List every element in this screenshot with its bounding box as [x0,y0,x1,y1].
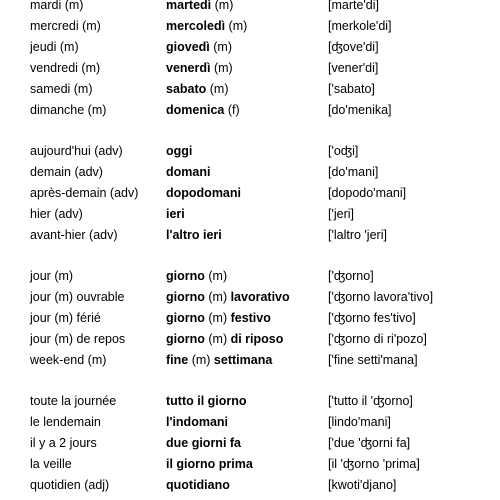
italian-term [166,0,233,16]
italian-term [166,79,229,100]
vocab-row [0,412,500,433]
french-term: après-demain (adv) [30,186,139,200]
pronunciation: [dopodo'mani] [328,186,407,200]
vocab-row [0,287,500,308]
italian-word: giorno [166,290,205,304]
french-term: jeudi (m) [30,40,79,54]
french-term: samedi (m) [30,82,93,96]
gender-marker: (m) [211,0,234,12]
pronunciation: [lindo'mani] [328,415,391,429]
french-term: la veille [30,457,72,471]
vocab-row [0,16,500,37]
french-term: aujourd'hui (adv) [30,144,123,158]
italian-word: giorno [166,311,205,325]
french-term: toute la journée [30,394,117,408]
pronunciation: [il 'ʤorno 'prima] [328,457,420,471]
italian-word: martedì [166,0,212,12]
french-term: hier (adv) [30,207,83,221]
french-term: le lendemain [30,415,101,429]
italian-word: giorno [166,332,205,346]
italian-word: l'indomani [166,415,228,429]
italian-term [166,308,271,329]
italian-term [166,287,290,308]
french-term: jour (m) ouvrable [30,290,125,304]
vocab-row [0,329,500,350]
vocab-row [0,433,500,454]
pronunciation: ['ʤorno lavora'tivo] [328,290,434,304]
gender-marker: (m) [204,290,231,304]
italian-word: di riposo [230,332,284,346]
italian-word: tutto il giorno [166,394,247,408]
pronunciation: ['laltro 'jeri] [328,228,387,242]
italian-word: ieri [166,207,185,221]
french-term: jour (m) [30,269,74,283]
italian-term [166,329,283,350]
pronunciation: ['jeri] [328,207,355,221]
french-term: vendredi (m) [30,61,101,75]
italian-term [166,433,241,454]
italian-term [166,454,253,475]
french-term: jour (m) férié [30,311,101,325]
italian-term [166,266,227,287]
italian-word: giovedì [166,40,210,54]
gender-marker: (m) [204,311,231,325]
pronunciation: ['tutto il 'ʤorno] [328,394,413,408]
italian-word: domani [166,165,211,179]
italian-word: festivo [230,311,271,325]
pronunciation: [kwoti'djano] [328,478,397,492]
vocab-row [0,79,500,100]
french-term: il y a 2 jours [30,436,97,450]
italian-term [166,412,228,433]
italian-term [166,350,272,371]
italian-word: settimana [213,353,273,367]
italian-word: dopodomani [166,186,241,200]
vocab-row [0,454,500,475]
pronunciation: ['oʤi] [328,144,359,158]
french-term: avant-hier (adv) [30,228,118,242]
vocab-row [0,141,500,162]
group-spacer [0,246,500,266]
italian-word: giorno [166,269,205,283]
vocab-row [0,162,500,183]
italian-term [166,100,240,121]
group-spacer [0,121,500,141]
french-term: mardi (m) [30,0,84,12]
french-term: dimanche (m) [30,103,107,117]
french-term: demain (adv) [30,165,103,179]
french-term: jour (m) de repos [30,332,126,346]
gender-marker: (m) [209,40,232,54]
italian-term [166,183,241,204]
italian-word: mercoledì [166,19,226,33]
pronunciation: [do'mani] [328,165,379,179]
italian-word: fine [166,353,189,367]
vocab-row [0,0,500,16]
vocab-row [0,266,500,287]
italian-term [166,16,247,37]
pronunciation: [merkole'di] [328,19,392,33]
vocab-row [0,37,500,58]
vocab-row [0,204,500,225]
gender-marker: (m) [206,82,229,96]
pronunciation: ['ʤorno fes'tivo] [328,311,416,325]
gender-marker: (f) [224,103,240,117]
gender-marker: (m) [204,269,228,283]
italian-term [166,204,185,225]
vocab-row [0,475,500,496]
vocab-row [0,100,500,121]
italian-term [166,391,247,412]
italian-word: domenica [166,103,225,117]
french-term: week-end (m) [30,353,107,367]
italian-term [166,162,210,183]
vocab-row [0,350,500,371]
italian-word: sabato [166,82,207,96]
pronunciation: ['sabato] [328,82,375,96]
pronunciation: ['ʤorno] [328,269,374,283]
italian-term [166,475,230,496]
vocab-row [0,225,500,246]
italian-word: due giorni fa [166,436,241,450]
group-spacer [0,371,500,391]
italian-word: quotidiano [166,478,230,492]
pronunciation: ['ʤorno di ri'pozo] [328,332,427,346]
vocab-row [0,308,500,329]
gender-marker: (m) [204,332,231,346]
pronunciation: ['fine setti'mana] [328,353,418,367]
italian-word: il giorno prima [166,457,253,471]
italian-word: venerdì [166,61,211,75]
pronunciation: ['due 'ʤorni fa] [328,436,411,450]
italian-word: oggi [166,144,193,158]
pronunciation: [vener'di] [328,61,379,75]
italian-word: lavorativo [230,290,290,304]
vocab-row [0,391,500,412]
french-term: mercredi (m) [30,19,101,33]
gender-marker: (m) [225,19,248,33]
italian-term [166,225,222,246]
italian-term [166,58,233,79]
italian-term [166,141,192,162]
french-term: quotidien (adj) [30,478,110,492]
gender-marker: (m) [188,353,214,367]
italian-word: l'altro ieri [166,228,222,242]
vocab-row [0,183,500,204]
italian-term [166,37,232,58]
pronunciation: [marte'di] [328,0,380,12]
pronunciation: [do'menika] [328,103,392,117]
vocab-row [0,58,500,79]
gender-marker: (m) [210,61,233,75]
pronunciation: [ʤove'di] [328,40,379,54]
